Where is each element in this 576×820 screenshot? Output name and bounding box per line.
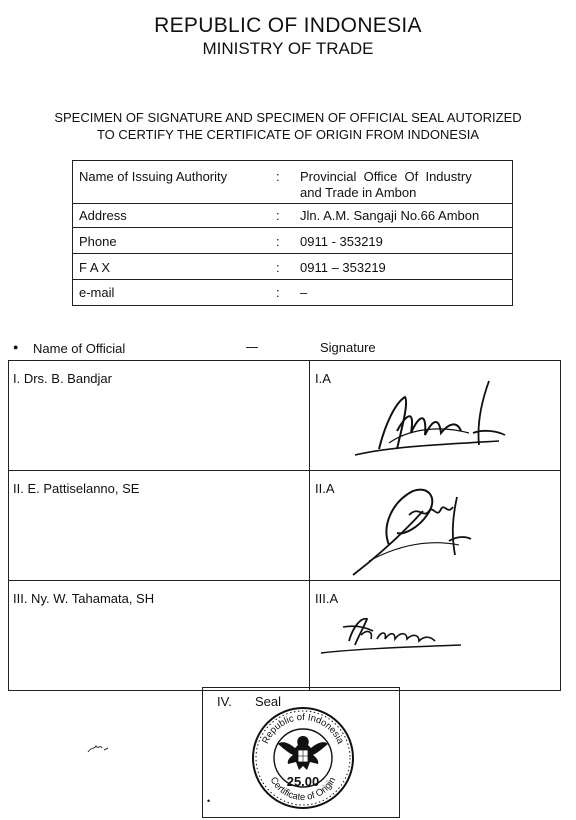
authority-row-name bbox=[73, 169, 512, 201]
authority-label: Name of Issuing Authority bbox=[79, 169, 228, 184]
document-title-line2: TO CERTIFY THE CERTIFICATE OF ORIGIN FROM INDONESIA bbox=[96, 127, 480, 142]
signature-image-3 bbox=[315, 605, 465, 661]
seal-bottom-text: Certificate of Origin bbox=[267, 775, 339, 804]
seal-label: Seal bbox=[255, 694, 282, 709]
document-title-line1: SPECIMEN OF SIGNATURE AND SPECIMEN OF OFFICIAL SEAL AUTORIZED bbox=[54, 110, 522, 125]
signature-image-2 bbox=[349, 475, 499, 577]
colon-separator: : bbox=[276, 285, 280, 300]
seal-top-text: Republic of Indonesia bbox=[260, 711, 346, 746]
phone-value: 0911 - 353219 bbox=[300, 234, 383, 249]
official-rank: III.A bbox=[315, 591, 339, 606]
official-name-column-header: Name of Official bbox=[33, 341, 126, 356]
colon-separator: : bbox=[276, 234, 280, 249]
seal-section-number: IV. bbox=[217, 694, 232, 709]
authority-value-line2: and Trade in Ambon bbox=[300, 185, 417, 200]
email-value: – bbox=[300, 285, 308, 300]
certificate-of-origin-seal-stamp bbox=[251, 706, 355, 810]
bullet-mark-icon: ● bbox=[13, 342, 19, 352]
address-label: Address bbox=[79, 208, 127, 223]
ministry-country-heading: REPUBLIC OF INDONESIA bbox=[154, 14, 422, 37]
dash-mark-icon bbox=[246, 347, 258, 348]
officials-signature-table bbox=[8, 360, 561, 691]
row-divider bbox=[73, 203, 512, 204]
row-divider bbox=[73, 279, 512, 280]
column-divider bbox=[309, 361, 310, 690]
official-name: II. E. Pattiselanno, SE bbox=[13, 481, 140, 496]
address-value: Jln. A.M. Sangaji No.66 Ambon bbox=[300, 208, 480, 223]
official-name: I. Drs. B. Bandjar bbox=[13, 371, 112, 386]
official-rank: I.A bbox=[315, 371, 331, 386]
garuda-emblem-icon bbox=[278, 736, 328, 770]
fax-label: F A X bbox=[79, 260, 111, 275]
row-divider bbox=[9, 470, 560, 471]
row-divider bbox=[73, 253, 512, 254]
row-divider bbox=[9, 580, 560, 581]
email-label: e-mail bbox=[79, 285, 115, 300]
authority-value-line1: Provincial Office Of Industry bbox=[300, 169, 472, 184]
bullet-mark-icon: • bbox=[207, 796, 211, 806]
colon-separator: : bbox=[276, 208, 280, 223]
colon-separator: : bbox=[276, 260, 280, 275]
signature-image-1 bbox=[349, 373, 519, 465]
colon-separator: : bbox=[276, 169, 280, 184]
ministry-name-heading: MINISTRY OF TRADE bbox=[202, 39, 374, 58]
phone-label: Phone bbox=[79, 234, 117, 249]
official-rank: II.A bbox=[315, 481, 335, 496]
official-seal-box bbox=[202, 687, 400, 818]
row-divider bbox=[73, 227, 512, 228]
stray-ink-mark-icon bbox=[86, 740, 112, 756]
seal-number: 25.00 bbox=[286, 774, 320, 789]
official-name: III. Ny. W. Tahamata, SH bbox=[13, 591, 155, 606]
issuing-authority-table bbox=[72, 160, 513, 306]
fax-value: 0911 – 353219 bbox=[300, 260, 386, 275]
signature-column-header: Signature bbox=[320, 340, 376, 355]
